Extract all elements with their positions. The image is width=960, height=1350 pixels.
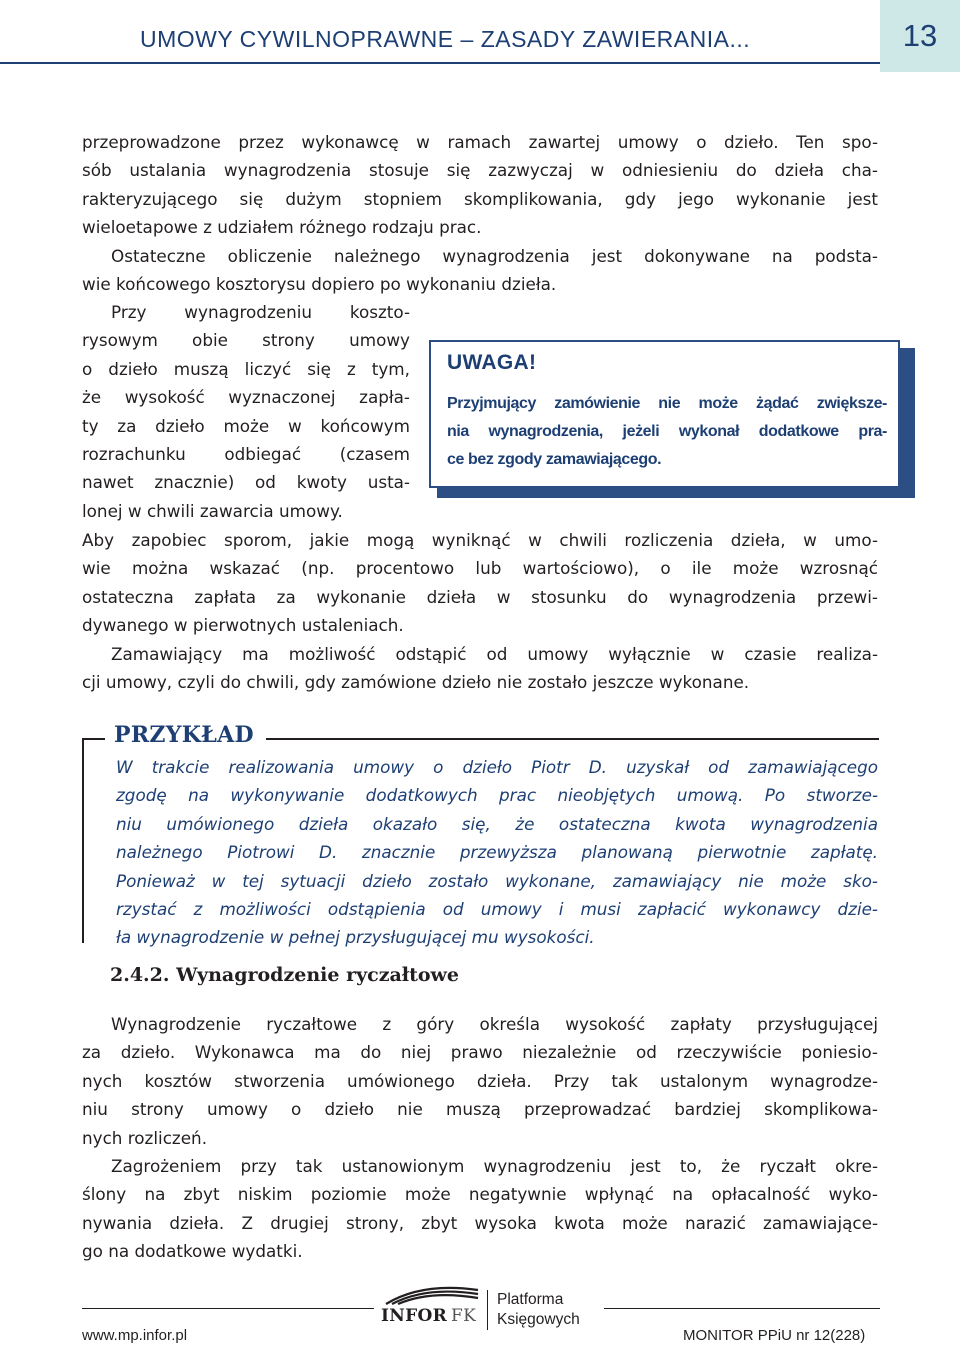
text-line: o dzieło muszą liczyć się z tym, [82,358,410,379]
logo-platforma: Platforma [497,1291,564,1308]
example-line: rzystać z możliwości odstąpienia od umowy i musi zapłacić wykonawcy dzie- [116,898,878,919]
text-line: Zagrożeniem przy tak ustanowionym wynagrodzeniu jest to, że ryczałt okre- [111,1156,878,1176]
header-rule [0,62,880,64]
warning-line: ce bez zgody zamawiającego. [447,451,662,468]
section-heading: 2.4.2. Wynagrodzenie ryczałtowe [110,964,459,986]
example-frame-left [82,738,84,943]
warning-title: UWAGA! [447,351,537,374]
paragraph-1 [82,128,878,242]
footer-rule-left [82,1308,374,1309]
logo-fk: FK [451,1306,477,1326]
paragraph-3 [82,298,410,525]
paragraph-5 [82,640,878,697]
footer-website: www.mp.infor.pl [82,1327,188,1344]
text-line: za dzieło. Wykonawca ma do niej prawo niezależnie od rzeczywiście poniesio- [82,1042,878,1063]
example-line: W trakcie realizowania umowy o dzieło Piotr D. uzyskał od zamawiającego [116,757,878,777]
text-line: ty za dzieło może w końcowym [82,415,410,436]
example-title: PRZYKŁAD [114,722,254,748]
example-line: zgodę na wykonywanie dodatkowych prac nieobjętych umową. Po stworze- [116,785,878,806]
text-line: wieloetapowe z udziałem różnego rodzaju prac. [82,217,482,238]
text-line: go na dodatkowe wydatki. [82,1241,303,1262]
logo-infor: INFOR [381,1306,447,1326]
example-frame-top-left [82,738,105,740]
example-text [116,753,878,952]
text-line: Zamawiający ma możliwość odstąpić od umowy wyłącznie w czasie realiza- [111,644,878,664]
text-line: nych rozliczeń. [82,1127,208,1148]
text-line: rozrachunku odbiegać (czasem [82,443,410,464]
example-line: ła wynagrodzenie w pełnej przysługującej mu wysokości. [116,927,595,948]
paragraph-2 [82,242,878,299]
text-line: rakteryzującego się dużym stopniem skomplikowania, gdy jego wykonanie jest [82,188,878,209]
logo-separator [487,1290,488,1330]
logo-platform-text [497,1290,580,1330]
text-line: Wynagrodzenie ryczałtowe z góry określa wysokość zapłaty przysługującej [111,1014,878,1034]
text-line: nych kosztów stworzenia umówionego dzieła. Przy tak ustalonym wynagrodze- [82,1070,878,1091]
text-line: wie końcowego kosztorysu dopiero po wykonaniu dzieła. [82,274,557,295]
warning-line: Przyjmujący zamówienie nie może żądać zwiększe- [447,395,887,412]
example-line: Ponieważ w tej sytuacji dzieło zostało wykonane, zamawiający nie może sko- [116,870,878,891]
paragraph-7 [82,1152,878,1266]
text-line: Przy wynagrodzeniu koszto- [111,302,410,322]
text-line: cji umowy, czyli do chwili, gdy zamówione dzieło nie zostało jeszcze wykonane. [82,672,750,693]
text-line: Ostateczne obliczenie należnego wynagrodzenia jest dokonywane na podsta- [111,246,878,266]
text-line: ślony na zbyt niskim poziomie może negatywnie wpłynąć na opłacalność wyko- [82,1184,878,1205]
text-line: lonej w chwili zawarcia umowy. [82,500,343,521]
text-line: niu strony umowy o dzieło nie muszą przeprowadzać bardziej skomplikowa- [82,1099,878,1120]
text-line: nawet znacznie) od kwoty usta- [82,472,410,493]
text-line: dywanego w pierwotnych ustaleniach. [82,615,404,636]
example-line: niu umówionego dzieła okazało się, że ostateczna kwota wynagrodzenia [116,813,878,834]
text-line: rysowym obie strony umowy [82,330,410,351]
page-number: 13 [902,18,938,53]
warning-line: nia wynagrodzenia, jeżeli wykonał dodatkowe pra- [447,423,887,440]
paragraph-6 [82,1010,878,1152]
text-line: sób ustalania wynagrodzenia stosuje się zazwyczaj w odniesieniu do dzieła cha- [82,160,878,181]
text-line: Aby zapobiec sporom, jakie mogą wyniknąć w chwili rozliczenia dzieła, w umo- [82,530,878,550]
example-line: należnego Piotrowi D. znacznie przewyższa planowaną pierwotnie zapłatę. [116,842,878,863]
text-line: przeprowadzone przez wykonawcę w ramach zawartej umowy o dzieło. Ten spo- [82,132,878,152]
footer-rule-right [604,1308,880,1309]
page-number-tab [880,0,960,72]
warning-text [447,390,887,474]
paragraph-4 [82,526,878,640]
example-frame-top-right [266,738,879,740]
text-line: że wysokość wyznaczonej zapła- [82,387,410,408]
text-line: wie można wskazać (np. procentowo lub wartościowo), o ile może wzrosnąć [82,558,878,579]
footer-issue: MONITOR PPiU nr 12(228) [683,1327,866,1344]
logo-ksiegowych: Księgowych [497,1311,580,1328]
logo-infor-text [381,1306,476,1326]
text-line: ostateczna zapłata za wykonanie dzieła w stosunku do wynagrodzenia przewi- [82,586,878,607]
text-line: nywania dzieła. Z drugiej strony, zbyt wysoka kwota może narazić zamawiające- [82,1212,878,1233]
running-header-title: UMOWY CYWILNOPRAWNE – ZASADY ZAWIERANIA... [140,26,751,52]
